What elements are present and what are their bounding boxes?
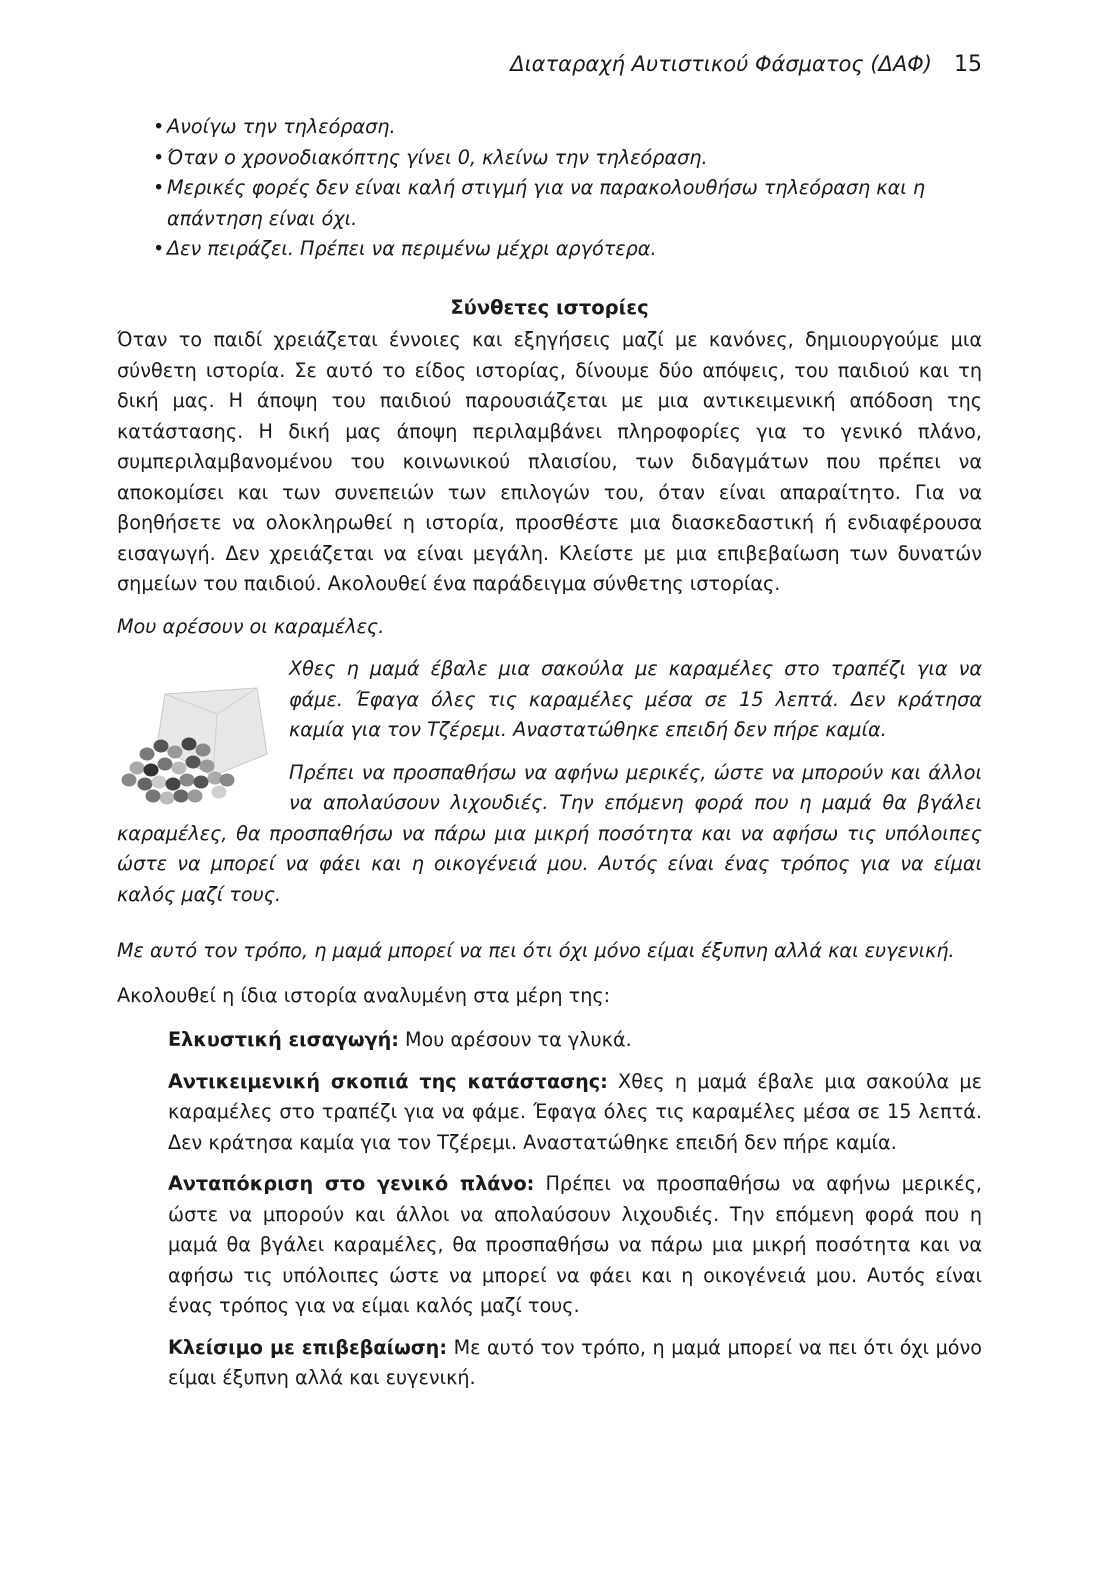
list-item: • Ανοίγω την τηλεόραση. [153, 112, 982, 143]
breakdown-list [168, 1025, 982, 1394]
chapter-title: Διαταραχή Αυτιστικού Φάσματος (ΔΑΦ) [510, 52, 932, 76]
page-body [117, 112, 982, 1405]
section-heading: Σύνθετες ιστορίες [450, 295, 649, 319]
list-item: • Δεν πειράζει. Πρέπει να περιμένω μέχρι αργότερα. [153, 234, 982, 265]
story-paragraph-2: Πρέπει να προσπαθήσω να αφήνω μερικές, ώστε να μπορούν και άλλοι να απολαύσουν λιχουδιές. Την επόμενη φορά που η μαμά θα βγάλει καραμέλες, θα προσπαθήσω να πάρω μια μικρή ποσότητα και να αφήσω τις υπόλοιπες ώστε να μπορεί να φάει και η οικογένειά μου. Αυτός είναι ένας τρόπος για να είμαι καλός μαζί τους. [117, 760, 982, 906]
breakdown-item [168, 1333, 982, 1394]
bullet-list [117, 112, 982, 265]
breakdown-label: Ελκυστική εισαγωγή: [168, 1028, 399, 1051]
story-paragraph-1-text: Χθες η μαμά έβαλε μια σακούλα με καραμέλες στο τραπέζι για να φάμε. Έφαγα όλες τις καραμέλες μέσα σε 15 λεπτά. Δεν κράτησα καμία για τον Τζέρεμι. Αναστατώθηκε επειδή δεν πήρε καμία. [289, 657, 982, 741]
candy-bag-icon [117, 684, 277, 812]
story-block [117, 654, 982, 1394]
breakdown-item [168, 1067, 982, 1159]
story-closing: Με αυτό τον τρόπο, η μαμά μπορεί να πει ότι όχι μόνο είμαι έξυπνη αλλά και ευγενική. [117, 939, 955, 962]
breakdown-intro: Ακολουθεί η ίδια ιστορία αναλυμένη στα μέρη της: [117, 983, 611, 1007]
story-paragraph-1 [117, 654, 982, 746]
intro-paragraph: Όταν το παιδί χρειάζεται έννοιες και εξηγήσεις μαζί με κανόνες, δημιουργούμε μια σύνθετη ιστορία. Σε αυτό το είδος ιστορίας, δίνουμε δύο απόψεις, του παιδιού και τη δική μας. Η άποψη του παιδιού παρουσιάζεται με μια αντικειμενική απόδοση της κατάστασης. Η δική μας άποψη περιλαμβάνει πληροφορίες για το γενικό πλάνο, συμπεριλαμβανομένου του κοινωνικού πλαισίου, των διδαγμάτων που πρέπει να αποκομίσει και των συνεπειών των επιλογών του, όταν είναι απαραίτητο. Για να βοηθήσετε να ολοκληρωθεί η ιστορία, προσθέστε μια διασκεδαστική ή ενδιαφέρουσα εισαγωγή. Δεν χρειάζεται να είναι μεγάλη. Κλείστε με μια επιβεβαίωση των δυνατών σημείων του παιδιού. Ακολουθεί ένα παράδειγμα σύνθετης ιστορίας. [117, 328, 982, 595]
story-title-line: Μου αρέσουν οι καραμέλες. [117, 614, 385, 638]
breakdown-text: Με αυτό τον τρόπο, η μαμά μπορεί να πει ότι όχι μόνο είμαι έξυπνη αλλά και ευγενική. [168, 1335, 982, 1389]
breakdown-item [168, 1025, 982, 1056]
running-header [510, 52, 982, 77]
breakdown-label: Ανταπόκριση στο γενικό πλάνο: [168, 1172, 535, 1195]
breakdown-label: Αντικειμενική σκοπιά της κατάστασης: [168, 1069, 608, 1093]
breakdown-label: Κλείσιμο με επιβεβαίωση: [168, 1335, 448, 1359]
breakdown-text: Πρέπει να προσπαθήσω να αφήνω μερικές, ώστε να μπορούν και άλλοι να απολαύσουν λιχουδιές. Την επόμενη φορά που η μαμά θα βγάλει καραμέλες, θα προσπαθήσω να πάρω μια μικρή ποσότητα και να αφήσω τις υπόλοιπες ώστε να μπορεί να φάει και η οικογένειά μου. Αυτός είναι ένας τρόπος για να είμαι καλός μαζί τους. [168, 1172, 982, 1317]
breakdown-text: Μου αρέσουν τα γλυκά. [398, 1028, 632, 1051]
breakdown-item [168, 1169, 982, 1322]
list-item: • Όταν ο χρονοδιακόπτης γίνει 0, κλείνω την τηλεόραση. [153, 143, 982, 174]
page-number: 15 [954, 52, 982, 77]
list-item: • Μερικές φορές δεν είναι καλή στιγμή για να παρακολουθήσω τηλεόραση και η απάντηση είναι όχι. [153, 173, 982, 234]
breakdown-text: Χθες η μαμά έβαλε μια σακούλα με καραμέλες στο τραπέζι για να φάμε. Έφαγα όλες τις καραμέλες μέσα σε 15 λεπτά. Δεν κράτησα καμία για τον Τζέρεμι. Αναστατώθηκε επειδή δεν πήρε καμία. [168, 1069, 982, 1154]
